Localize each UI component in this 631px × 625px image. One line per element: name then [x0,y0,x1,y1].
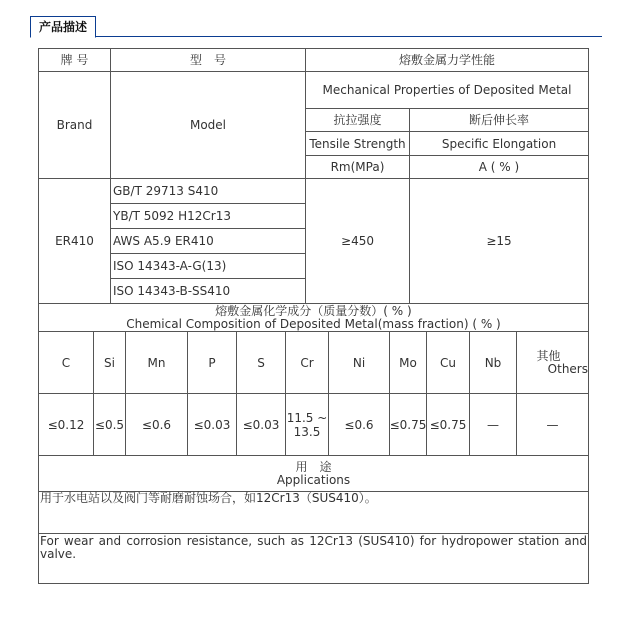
element-header: Si [93,331,126,394]
element-value-cr-min: 11.5 ~ [286,410,328,425]
element-header: Mo [389,331,427,394]
composition-title-en: Chemical Composition of Deposited Metal(mass fraction) ( % ) [126,316,501,331]
element-value: ≤0.75 [389,393,427,456]
applications-title-cn: 用 途 [295,459,332,474]
element-header: P [187,331,237,394]
applications-title-en: Applications [276,472,351,487]
element-header: Mn [125,331,188,394]
element-header: Ni [328,331,390,394]
composition-title [38,303,589,332]
tensile-header-cn: 抗拉强度 [305,108,410,132]
composition-title-cn: 熔敷金属化学成分（质量分数）( % ) [215,303,412,318]
element-value-cr-max: 13.5 [293,424,321,439]
brand-value: ER410 [38,178,111,304]
element-value: ≤0.6 [125,393,188,456]
props-header-en: Mechanical Properties of Deposited Metal [305,71,589,109]
applications-text-en: For wear and corrosion resistance, such as 12Cr13 (SUS410) for hydropower station and valve. [38,533,589,584]
tab-title: 产品描述 [39,20,88,34]
element-value: ≤0.6 [328,393,390,456]
props-header-cn: 熔敷金属力学性能 [305,48,589,72]
others-header-cn: 其他 [536,348,561,363]
tensile-value: ≥450 [305,178,410,304]
model-header-cn: 型 号 [110,48,306,72]
element-header: S [236,331,286,394]
element-value: — [469,393,517,456]
brand-header-cn: 牌 号 [38,48,111,72]
model-item: ISO 14343-A-G(13) [110,253,306,279]
element-value: — [516,393,589,456]
elongation-header-en: Specific Elongation [409,131,589,156]
model-item: GB/T 29713 S410 [110,178,306,204]
model-item: ISO 14343-B-SS410 [110,278,306,304]
elongation-value: ≥15 [409,178,589,304]
others-header [516,331,589,394]
element-header: Cr [285,331,329,394]
brand-header-en: Brand [38,71,111,179]
applications-text-cn: 用于水电站以及阀门等耐磨耐蚀场合，如12Cr13（SUS410）。 [38,491,589,534]
tensile-header-en: Tensile Strength [305,131,410,156]
elongation-header-cn: 断后伸长率 [409,108,589,132]
element-value: ≤0.03 [187,393,237,456]
others-header-en: Others [547,361,588,376]
element-value: ≤0.75 [426,393,470,456]
element-value: ≤0.5 [93,393,126,456]
tensile-unit: Rm(MPa) [305,155,410,179]
elongation-unit: A ( % ) [409,155,589,179]
tab-product-description[interactable] [30,16,96,38]
model-item: YB/T 5092 H12Cr13 [110,203,306,229]
section-tab-bar [30,16,602,37]
element-value: ≤0.03 [236,393,286,456]
element-value: ≤0.12 [38,393,94,456]
model-item: AWS A5.9 ER410 [110,228,306,254]
element-value-cr [285,393,329,456]
element-header: Cu [426,331,470,394]
model-header-en: Model [110,71,306,179]
element-header: C [38,331,94,394]
applications-title [38,455,589,492]
element-header: Nb [469,331,517,394]
